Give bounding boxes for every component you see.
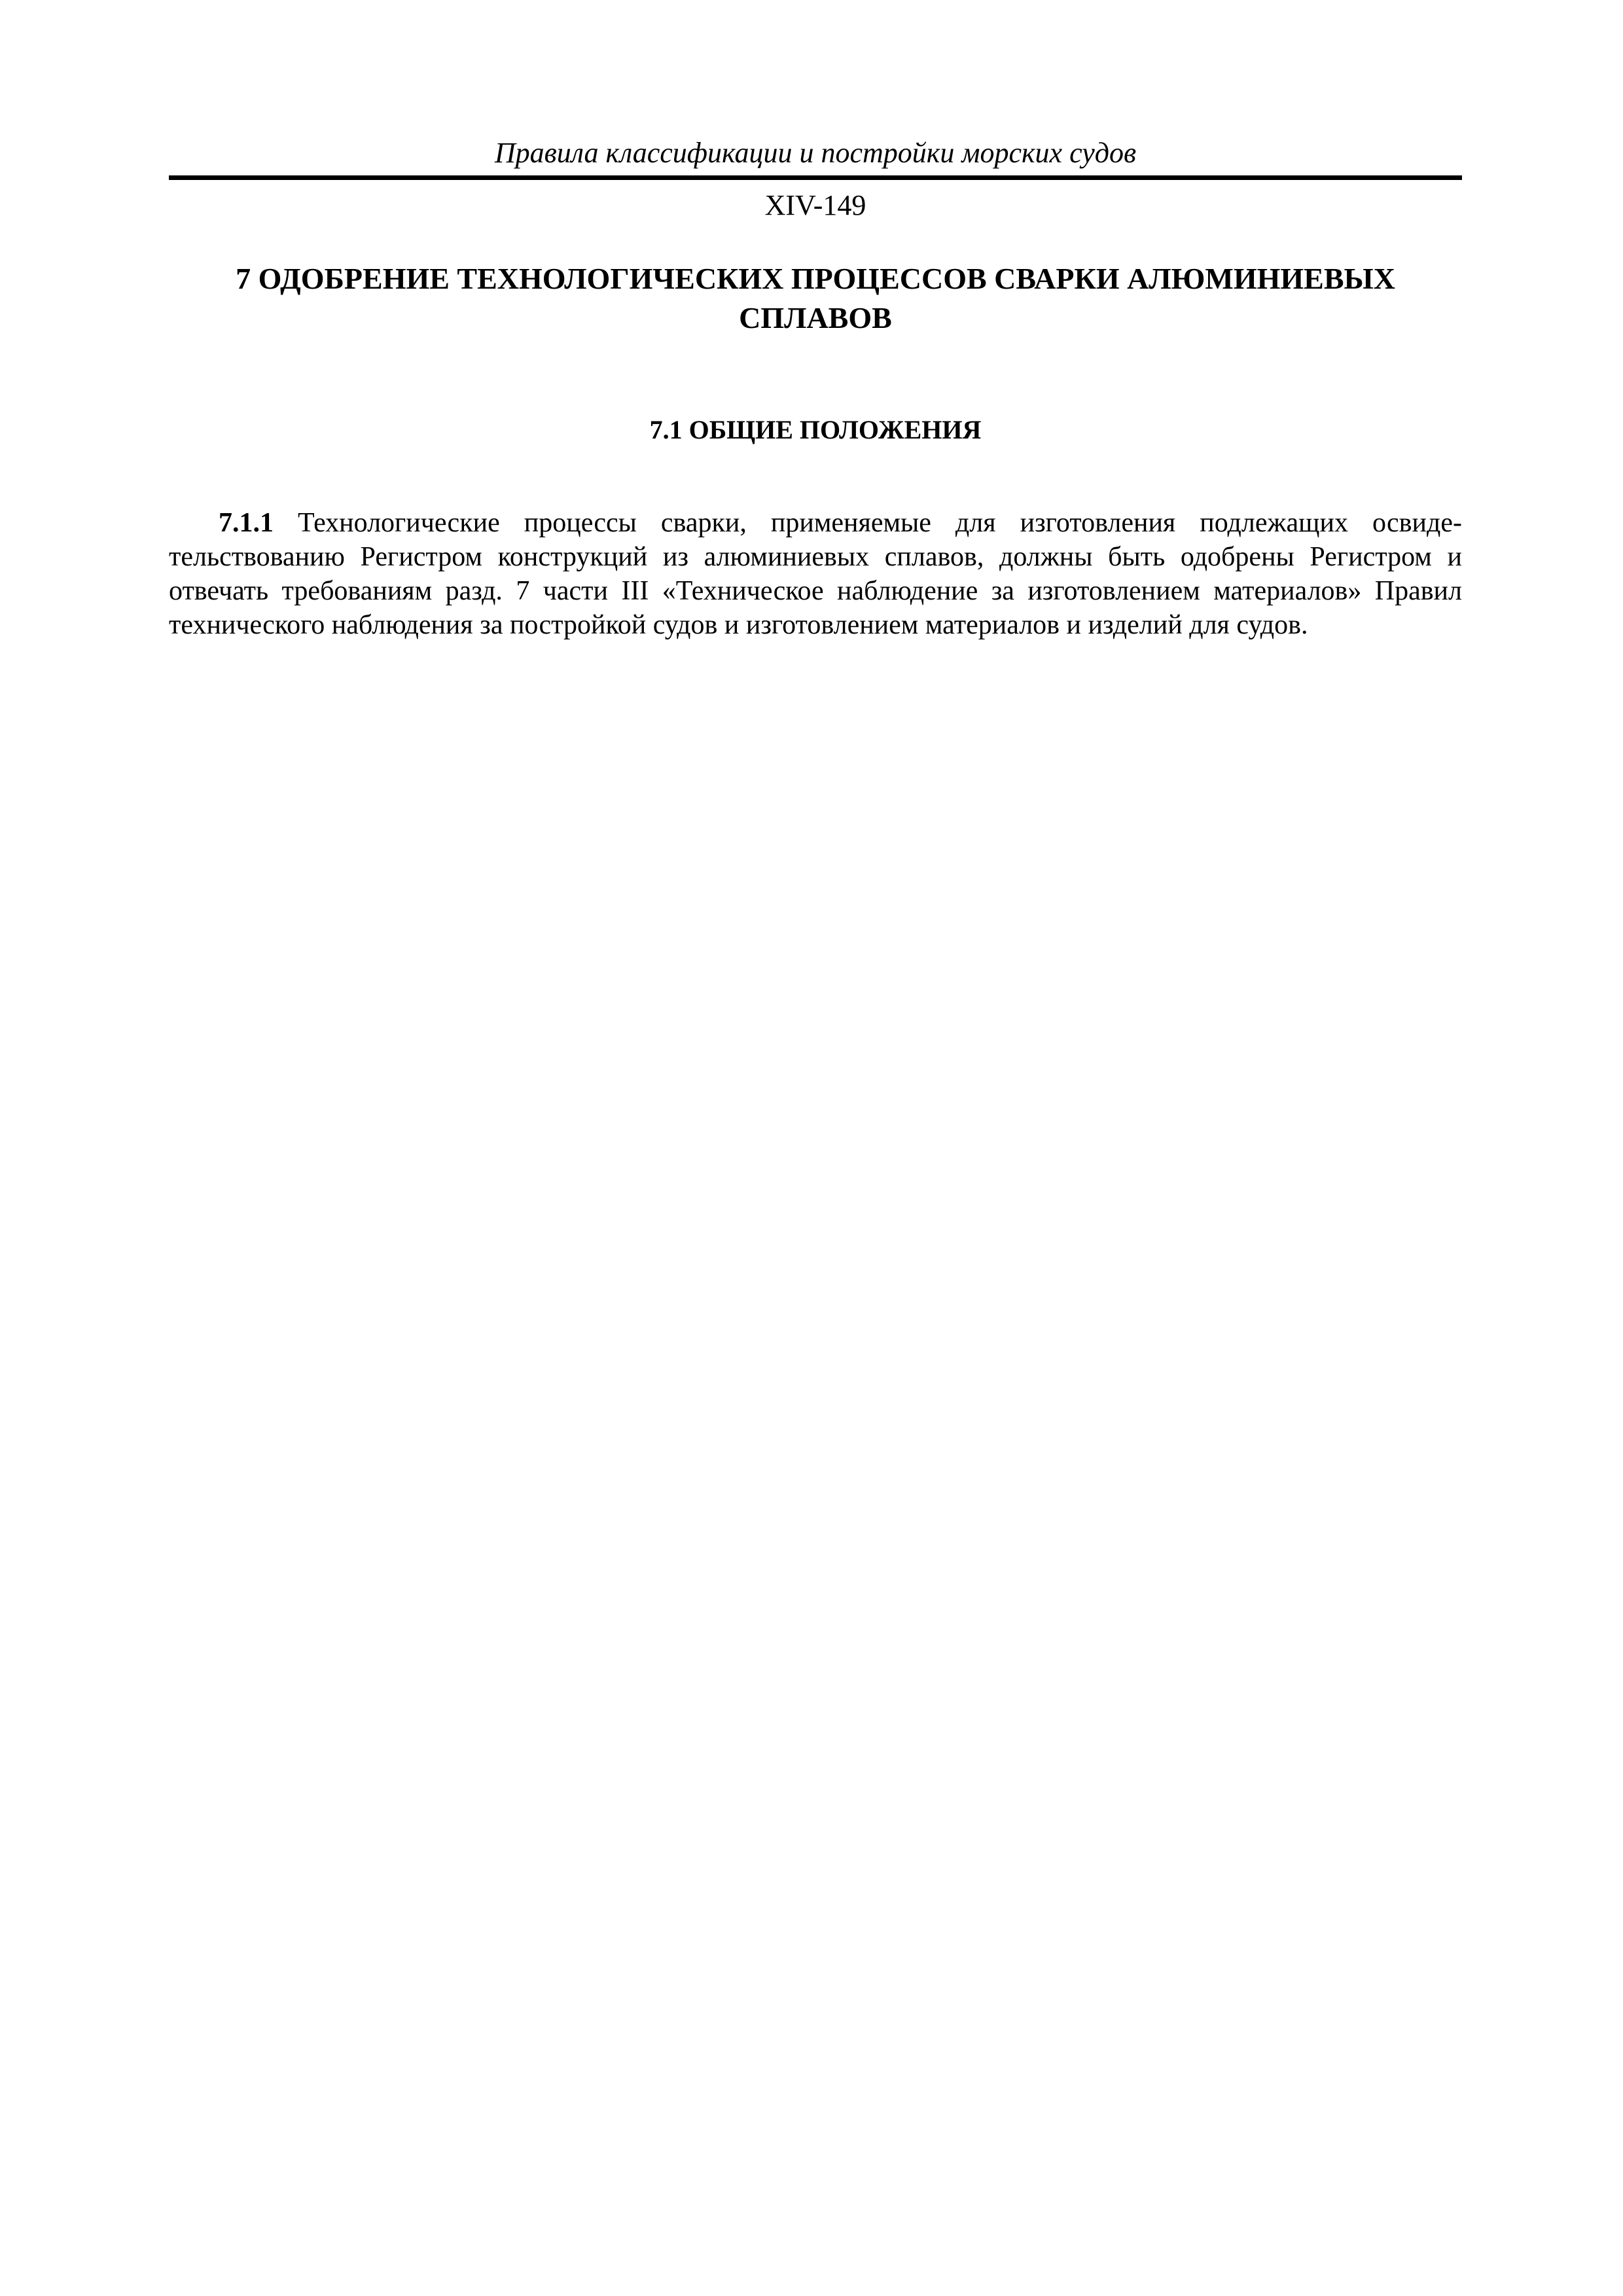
chapter-title: 7 ОДОБРЕНИЕ ТЕХНОЛОГИЧЕСКИХ ПРОЦЕССОВ СВАРКИ АЛЮМИНИЕВЫХ СПЛАВОВ: [236, 262, 1395, 334]
clause-paragraph: [169, 506, 1462, 642]
clause-number: 7.1.1: [219, 508, 274, 538]
page-number: XIV-149: [764, 189, 866, 221]
clause-text: Технологические процессы сварки, применяемые для изготовления подлежащих освиде-тельствованию Регистром конструкций из алюминиевых сплавов, должны быть одобрены Регистром и отвечать требованиям разд. 7 части III «Техническое наблюдение за изготовлением материалов» Правил технического наблюдения за постройкой судов и изготовлением материалов и изделий для судов.: [169, 508, 1462, 640]
running-header: Правила классификации и постройки морских судов: [494, 137, 1137, 169]
header-divider: [169, 175, 1462, 180]
section-title: 7.1 ОБЩИЕ ПОЛОЖЕНИЯ: [649, 415, 982, 444]
